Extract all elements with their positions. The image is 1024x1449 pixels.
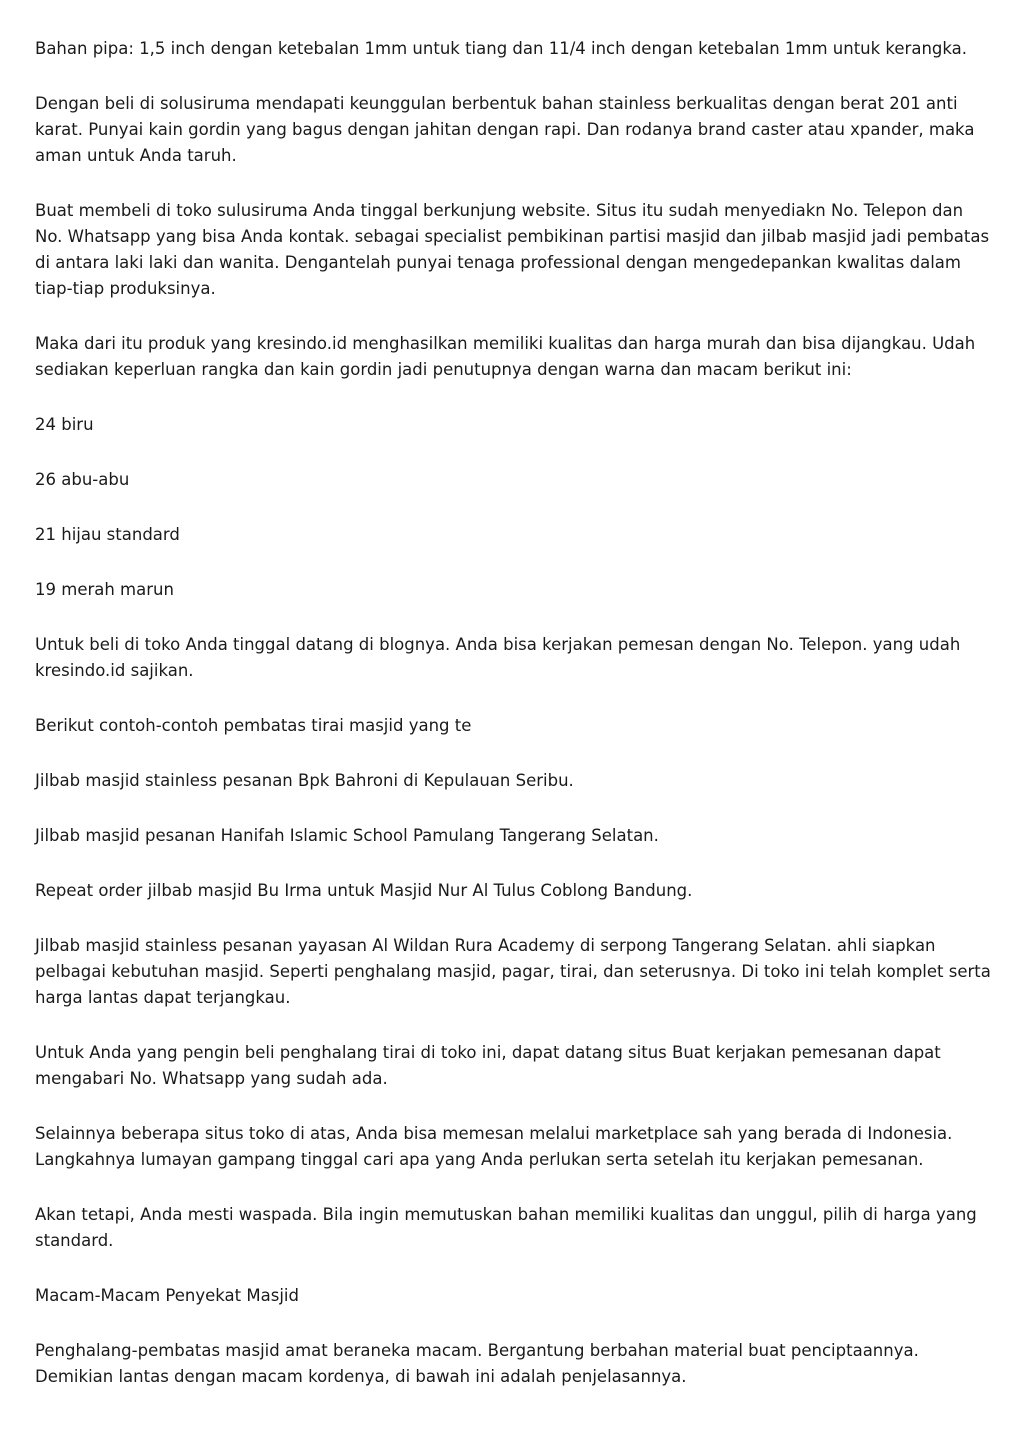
paragraph-caution: Akan tetapi, Anda mesti waspada. Bila ingin memutuskan bahan memiliki kualitas dan unggul, pilih di harga yang standard.: [35, 1205, 977, 1250]
example-item-bahroni: Jilbab masjid stainless pesanan Bpk Bahroni di Kepulauan Seribu.: [35, 771, 574, 790]
example-item-hanifah: Jilbab masjid pesanan Hanifah Islamic School Pamulang Tangerang Selatan.: [35, 826, 659, 845]
section-heading-types: Macam-Macam Penyekat Masjid: [35, 1286, 299, 1305]
paragraph-types-intro: Penghalang-pembatas masjid amat beraneka macam. Bergantung berbahan material buat penciptaannya. Demikian lantas dengan macam kordenya, di bawah ini adalah penjelasannya.: [35, 1341, 919, 1386]
paragraph-product-quality: Maka dari itu produk yang kresindo.id menghasilkan memiliki kualitas dan harga murah dan bisa dijangkau. Udah sediakan keperluan rangka dan kain gordin jadi penutupnya dengan warna dan macam berikut ini:: [35, 334, 976, 379]
paragraph-pipe-material: Bahan pipa: 1,5 inch dengan ketebalan 1mm untuk tiang dan 11/4 inch dengan ketebalan 1mm untuk kerangka.: [35, 39, 968, 58]
color-item-grey: 26 abu-abu: [35, 470, 130, 489]
paragraph-advantages: Dengan beli di solusiruma mendapati keunggulan berbentuk bahan stainless berkualitas dengan berat 201 anti karat. Punyai kain gordin yang bagus dengan jahitan dengan rapi. Dan rodanya brand caster atau xpander, maka aman untuk Anda taruh.: [35, 94, 975, 165]
paragraph-how-to-buy: Buat membeli di toko sulusiruma Anda tinggal berkunjung website. Situs itu sudah menyediakn No. Telepon dan No. Whatsapp yang bisa Anda kontak. sebagai specialist pembikinan partisi masjid dan jilbab masjid jadi pembatas di antara laki laki dan wanita. Dengantelah punyai tenaga professional dengan mengedepankan kwalitas dalam tiap-tiap produksinya.: [35, 201, 990, 298]
color-item-maroon: 19 merah marun: [35, 580, 174, 599]
paragraph-examples-intro: Berikut contoh-contoh pembatas tirai masjid yang te: [35, 716, 472, 735]
document-page: [35, 36, 995, 1419]
paragraph-whatsapp-order: Untuk Anda yang pengin beli penghalang tirai di toko ini, dapat datang situs Buat kerjakan pemesanan dapat mengabari No. Whatsapp yang sudah ada.: [35, 1043, 941, 1088]
color-item-blue: 24 biru: [35, 415, 94, 434]
paragraph-marketplace: Selainnya beberapa situs toko di atas, Anda bisa memesan melalui marketplace sah yang berada di Indonesia. Langkahnya lumayan gampang tinggal cari apa yang Anda perlukan serta setelah itu kerjakan pemesanan.: [35, 1124, 953, 1169]
color-item-green: 21 hijau standard: [35, 525, 180, 544]
paragraph-order-by-phone: Untuk beli di toko Anda tinggal datang di blognya. Anda bisa kerjakan pemesan dengan No. Telepon. yang udah kresindo.id sajikan.: [35, 635, 961, 680]
example-item-al-wildan: Jilbab masjid stainless pesanan yayasan Al Wildan Rura Academy di serpong Tangerang Selatan. ahli siapkan pelbagai kebutuhan masjid. Seperti penghalang masjid, pagar, tirai, dan seterusnya. Di toko ini telah komplet serta harga lantas dapat terjangkau.: [35, 936, 991, 1007]
example-item-irma: Repeat order jilbab masjid Bu Irma untuk Masjid Nur Al Tulus Coblong Bandung.: [35, 881, 693, 900]
